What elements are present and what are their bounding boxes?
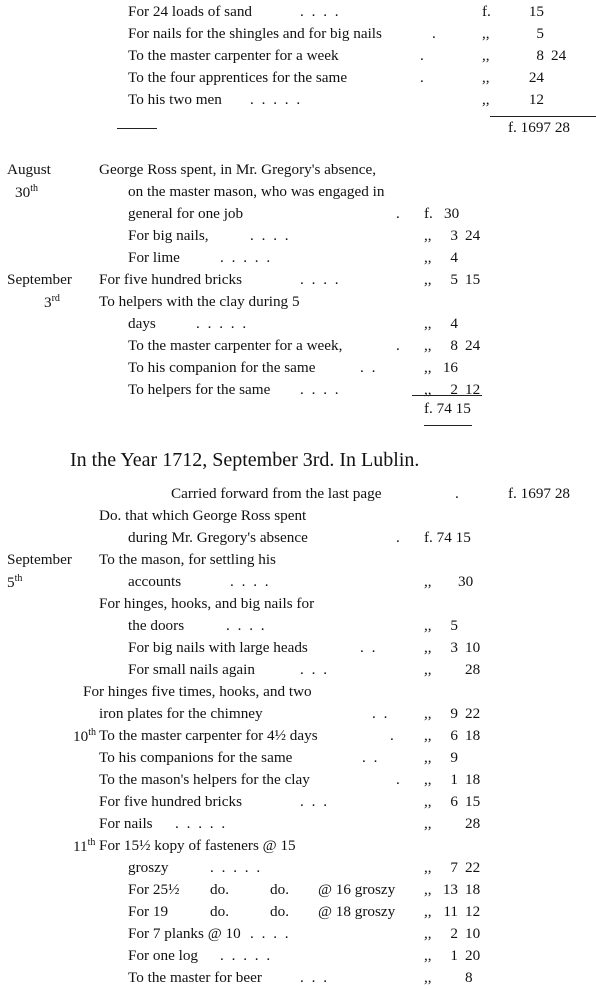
sept5-line-2 (0, 572, 596, 594)
entry-desc: To the mason's helpers for the clay (99, 771, 310, 788)
leader-dots: . . (362, 749, 380, 766)
currency: ,, (424, 727, 432, 744)
carried-forward-row (0, 484, 596, 506)
leader-dots: . . . . (226, 617, 267, 634)
amount: 6 18 (450, 727, 481, 744)
leader-dots: . . (360, 639, 378, 656)
ledger-entry (0, 946, 596, 968)
amount: 30 (444, 205, 460, 222)
currency: ,, (482, 47, 490, 64)
leader-dots: . . (360, 359, 378, 376)
entry-desc: For five hundred bricks (99, 271, 242, 288)
date-5th: 5th (7, 573, 23, 591)
leader-dots: . . . . (300, 3, 341, 20)
entry-desc: George Ross spent, in Mr. Gregory's absence, (99, 161, 377, 178)
leader-dots: . . . . (230, 573, 271, 590)
leader-dots: . (396, 529, 402, 546)
entry-desc: accounts (128, 573, 182, 590)
date-september: September (7, 271, 72, 288)
entry-desc: groszy (128, 859, 169, 876)
amount: 8 24 (450, 337, 481, 354)
leader-dots: . . . . . (196, 315, 249, 332)
leader-dots: . . . . (300, 271, 341, 288)
entry-desc: For big nails, (128, 227, 209, 244)
entry-cell: do. (210, 881, 229, 898)
currency: ,, (424, 749, 432, 766)
ledger-entry (0, 638, 596, 660)
rule-subtotal-bottom (424, 425, 472, 426)
carried-total: f. 1697 28 (508, 485, 571, 502)
entry-desc: To helpers with the clay during 5 (99, 293, 300, 310)
date-11th: 11th (73, 837, 96, 855)
leader-dots: . (390, 727, 396, 744)
amount: 3 10 (450, 639, 481, 656)
date-3rd: 3rd (44, 293, 60, 311)
amount: 3 24 (450, 227, 481, 244)
leader-dots: . (420, 69, 426, 86)
leader-dots: . . . . . (220, 947, 273, 964)
amount: 5 (536, 25, 544, 42)
leader-dots: . . . . (250, 925, 291, 942)
entry-desc: on the master mason, who was engaged in (128, 183, 385, 200)
amount: 28 (465, 661, 481, 678)
amount: 8 24 (536, 47, 567, 64)
leader-dots: . . . . (250, 227, 291, 244)
chimney-line-2 (0, 704, 596, 726)
currency: ,, (424, 903, 432, 920)
currency: ,, (424, 947, 432, 964)
top-total: f. 1697 28 (508, 119, 571, 136)
currency: ,, (424, 925, 432, 942)
entry-desc: general for one job (128, 205, 244, 222)
ledger-entry (0, 358, 596, 380)
ledger-entry (0, 248, 596, 270)
currency: ,, (424, 771, 432, 788)
carried-do-2 (0, 528, 596, 550)
leader-dots: . (396, 205, 402, 222)
currency: ,, (424, 661, 432, 678)
helpers-line-2 (0, 314, 596, 336)
entry-desc: To helpers for the same (128, 381, 271, 398)
entry-desc: To the master for beer (128, 969, 262, 986)
entry-desc: For 24 loads of sand (128, 3, 253, 20)
ledger-entry (0, 792, 596, 814)
amount: 4 (450, 315, 458, 332)
september-row (0, 270, 596, 292)
entry-desc: For five hundred bricks (99, 793, 242, 810)
hinges-line-2 (0, 616, 596, 638)
currency: ,, (424, 815, 432, 832)
leader-dots: . . . (300, 793, 329, 810)
ledger-entry (0, 880, 596, 902)
leader-dots: . . . (300, 661, 329, 678)
ledger-entry (0, 814, 596, 836)
august-subtotal-row (0, 399, 596, 421)
amount: 11 12 (443, 903, 481, 920)
leader-dots: . . (372, 705, 390, 722)
august-line-2 (0, 182, 596, 204)
amount: 1 18 (450, 771, 481, 788)
entry-cell: do. (210, 903, 229, 920)
entry-desc: For nails (99, 815, 153, 832)
currency: ,, (424, 969, 432, 986)
amount: 15 (528, 3, 544, 20)
currency: ,, (424, 859, 432, 876)
entry-desc: iron plates for the chimney (99, 705, 263, 722)
ledger-entry (0, 726, 596, 748)
currency: ,, (424, 617, 432, 634)
entry-cell: do. (270, 903, 289, 920)
amount: 8 (465, 969, 473, 986)
entry-cell: @ 18 groszy (318, 903, 396, 920)
currency: ,, (424, 359, 432, 376)
currency: ,, (482, 25, 490, 42)
date-30th: 30th (15, 183, 38, 201)
currency: ,, (424, 639, 432, 656)
leader-dots: . . . . . (175, 815, 228, 832)
date-september: September (7, 551, 72, 568)
ledger-entry (0, 924, 596, 946)
amount: 7 22 (450, 859, 481, 876)
entry-cell: For 25½ (128, 881, 180, 898)
entry-desc: For hinges, hooks, and big nails for (99, 595, 315, 612)
currency: ,, (482, 69, 490, 86)
leader-dots: . . . (300, 969, 329, 986)
top-total-row (0, 118, 596, 140)
ledger-entry (0, 748, 596, 770)
ledger-entry (0, 336, 596, 358)
sept5-line-1 (0, 550, 596, 572)
entry-desc: the doors (128, 617, 185, 634)
fasteners-line-1 (0, 836, 596, 858)
amount: 2 10 (450, 925, 481, 942)
page-heading: In the Year 1712, September 3rd. In Lublin. (70, 449, 420, 471)
amount: 13 18 (442, 881, 481, 898)
amount: 6 15 (450, 793, 481, 810)
entry-cell: do. (270, 881, 289, 898)
august-line-3 (0, 204, 596, 226)
amount: 1 20 (450, 947, 481, 964)
entry-desc: For 15½ kopy of fasteners @ 15 (99, 837, 296, 854)
entry-desc: To his two men (128, 91, 222, 108)
entry-desc: Carried forward from the last page (171, 485, 382, 502)
entry-desc: during Mr. Gregory's absence (128, 529, 308, 546)
currency: ,, (424, 381, 432, 398)
leader-dots: . . . . . (250, 91, 303, 108)
entry-desc: For nails for the shingles and for big nails (128, 25, 382, 42)
ledger-entry (0, 968, 596, 990)
ledger-entry (0, 24, 596, 46)
leader-dots: . (455, 485, 461, 502)
entry-desc: To his companion for the same (128, 359, 316, 376)
currency: f. (482, 3, 491, 20)
leader-dots: . (396, 337, 402, 354)
entry-desc: To the four apprentices for the same (128, 69, 348, 86)
chimney-line-1 (0, 682, 596, 704)
amount: 9 (450, 749, 458, 766)
amount: 2 12 (450, 381, 481, 398)
currency: ,, (424, 271, 432, 288)
amount: 16 (442, 359, 458, 376)
leader-dots: . (396, 771, 402, 788)
date-10th: 10th (73, 727, 96, 745)
entry-desc: For lime (128, 249, 180, 266)
currency: ,, (424, 249, 432, 266)
entry-desc: For small nails again (128, 661, 255, 678)
entry-desc: For one log (128, 947, 199, 964)
currency: ,, (424, 705, 432, 722)
leader-dots: . . . . (300, 381, 341, 398)
ledger-entry (0, 68, 596, 90)
entry-desc: days (128, 315, 156, 332)
currency: ,, (424, 227, 432, 244)
rule-top-right (490, 116, 596, 117)
entry-desc: For big nails with large heads (128, 639, 308, 656)
currency: ,, (424, 881, 432, 898)
amount: 9 22 (450, 705, 481, 722)
amount: 4 (450, 249, 458, 266)
august-line-1 (0, 160, 596, 182)
amount: 28 (465, 815, 481, 832)
ledger-entry (0, 226, 596, 248)
entry-desc: To his companions for the same (99, 749, 293, 766)
entry-desc: To the master carpenter for a week (128, 47, 339, 64)
amount: 5 15 (450, 271, 481, 288)
currency: ,, (424, 337, 432, 354)
carried-do-1 (0, 506, 596, 528)
leader-dots: . (432, 25, 438, 42)
ledger-entry (0, 46, 596, 68)
leader-dots: . . . . . (210, 859, 263, 876)
august-subtotal: f. 74 15 (424, 400, 471, 417)
ledger-entry (0, 902, 596, 924)
amount: 24 (528, 69, 544, 86)
entry-desc: Do. that which George Ross spent (99, 507, 307, 524)
currency: f. (424, 205, 433, 222)
helpers-line-1 (0, 292, 596, 314)
entry-desc: To the master carpenter for a week, (128, 337, 343, 354)
currency: ,, (424, 573, 432, 590)
ledger-entry (0, 2, 596, 24)
entry-desc: For 7 planks @ 10 (128, 925, 241, 942)
hinges-line-1 (0, 594, 596, 616)
entry-desc: For hinges five times, hooks, and two (83, 683, 312, 700)
date-august: August (7, 161, 51, 178)
amount: 12 (528, 91, 544, 108)
currency: ,, (482, 91, 490, 108)
ledger-entry (0, 770, 596, 792)
leader-dots: . . . . . (220, 249, 273, 266)
entry-desc: To the mason, for settling his (99, 551, 276, 568)
entry-cell: @ 16 groszy (318, 881, 396, 898)
rule-subtotal-top (412, 395, 482, 396)
currency: ,, (424, 793, 432, 810)
fasteners-line-2 (0, 858, 596, 880)
amount: f. 74 15 (424, 529, 471, 546)
leader-dots: . (420, 47, 426, 64)
currency: ,, (424, 315, 432, 332)
ledger-entry (0, 660, 596, 682)
ledger-entry (0, 90, 596, 112)
entry-cell: For 19 (128, 903, 169, 920)
amount: 5 (450, 617, 458, 634)
amount: 30 (458, 573, 474, 590)
entry-desc: To the master carpenter for 4½ days (99, 727, 318, 744)
